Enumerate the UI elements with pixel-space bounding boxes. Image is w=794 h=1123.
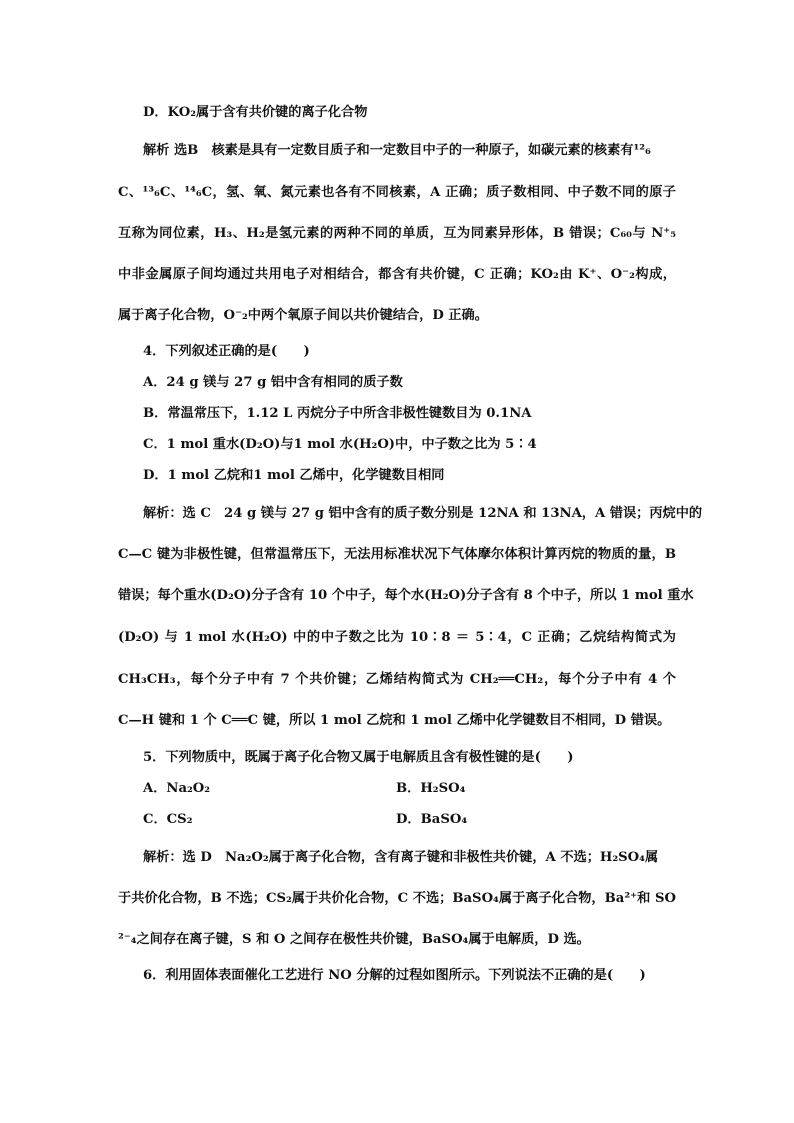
analysis-4-line: CH₃CH₃，每个分子中有 7 个共价键；乙烯结构简式为 CH₂══CH₂，每个分子中有 4 个: [118, 672, 676, 687]
analysis-paragraph-line: 属于离子化合物，O⁻₂中两个氧原子间以共价键结合，D 正确。: [118, 308, 488, 323]
analysis-5-line: 于共价化合物，B 不选；CS₂属于共价化合物，C 不选；BaSO₄属于离子化合物，Ba²⁺和 SO: [118, 891, 676, 906]
question-4-option-c: C．1 mol 重水(D₂O)与1 mol 水(H₂O)中，中子数之比为 5∶4: [143, 437, 537, 452]
analysis-4-line: (D₂O) 与 1 mol 水(H₂O) 中的中子数之比为 10∶8 ＝ 5∶4，C 正确；乙烷结构简式为: [118, 630, 676, 645]
question-5-option-b: B．H₂SO₄: [396, 781, 466, 796]
option-d-prev-question: D．KO₂属于含有共价键的离子化合物: [143, 105, 368, 120]
analysis-paragraph-line: 互称为同位素，H₃、H₂是氢元素的两种不同的单质，互为同素异形体，B 错误；C₆₀与 N⁺₅: [118, 226, 676, 241]
question-5-option-c: C．CS₂: [143, 812, 193, 827]
question-4-stem: 4．下列叙述正确的是( ): [143, 344, 310, 359]
analysis-paragraph-line: 解析 选B 核素是具有一定数目质子和一定数目中子的一种原子，如碳元素的核素有¹²₆: [143, 143, 651, 158]
question-4-option-d: D．1 mol 乙烷和1 mol 乙烯中，化学键数目相同: [143, 468, 445, 483]
analysis-4-line: 解析：选 C 24 g 镁与 27 g 铝中含有的质子数分别是 12NA 和 13NA，A 错误；丙烷中的: [143, 506, 703, 521]
analysis-paragraph-line: 中非金属原子间均通过共用电子对相结合，都含有共价键，C 正确；KO₂由 K⁺、O⁻₂构成，: [118, 267, 676, 282]
question-6-stem: 6．利用固体表面催化工艺进行 NO 分解的过程如图所示。下列说法不正确的是( ): [143, 968, 646, 983]
analysis-5-line: ²⁻₄之间存在离子键，S 和 O 之间存在极性共价键，BaSO₄属于电解质，D 选。: [118, 932, 590, 947]
question-5-stem: 5．下列物质中，既属于离子化合物又属于电解质且含有极性键的是( ): [143, 750, 574, 765]
analysis-paragraph-line: C、¹³₆C、¹⁴₆C，氢、氧、氮元素也各有不同核素，A 正确；质子数相同、中子数不同的原子: [118, 185, 676, 200]
question-4-option-b: B．常温常压下，1.12 L 丙烷分子中所含非极性键数目为 0.1NA: [143, 406, 532, 421]
question-5-option-d: D．BaSO₄: [396, 812, 468, 827]
analysis-4-line: C—H 键和 1 个 C══C 键，所以 1 mol 乙烷和 1 mol 乙烯中化学键数目不相同，D 错误。: [118, 713, 671, 728]
question-5-option-a: A．Na₂O₂: [143, 781, 211, 796]
analysis-4-line: 错误；每个重水(D₂O)分子含有 10 个中子，每个水(H₂O)分子含有 8 个中子，所以 1 mol 重水: [118, 588, 694, 603]
analysis-5-line: 解析：选 D Na₂O₂属于离子化合物，含有离子键和非极性共价键，A 不选；H₂SO₄属: [143, 850, 659, 865]
analysis-4-line: C—C 键为非极性键，但常温常压下，无法用标准状况下气体摩尔体积计算丙烷的物质的量，B: [118, 547, 676, 562]
question-4-option-a: A．24 g 镁与 27 g 铝中含有相同的质子数: [143, 375, 403, 390]
